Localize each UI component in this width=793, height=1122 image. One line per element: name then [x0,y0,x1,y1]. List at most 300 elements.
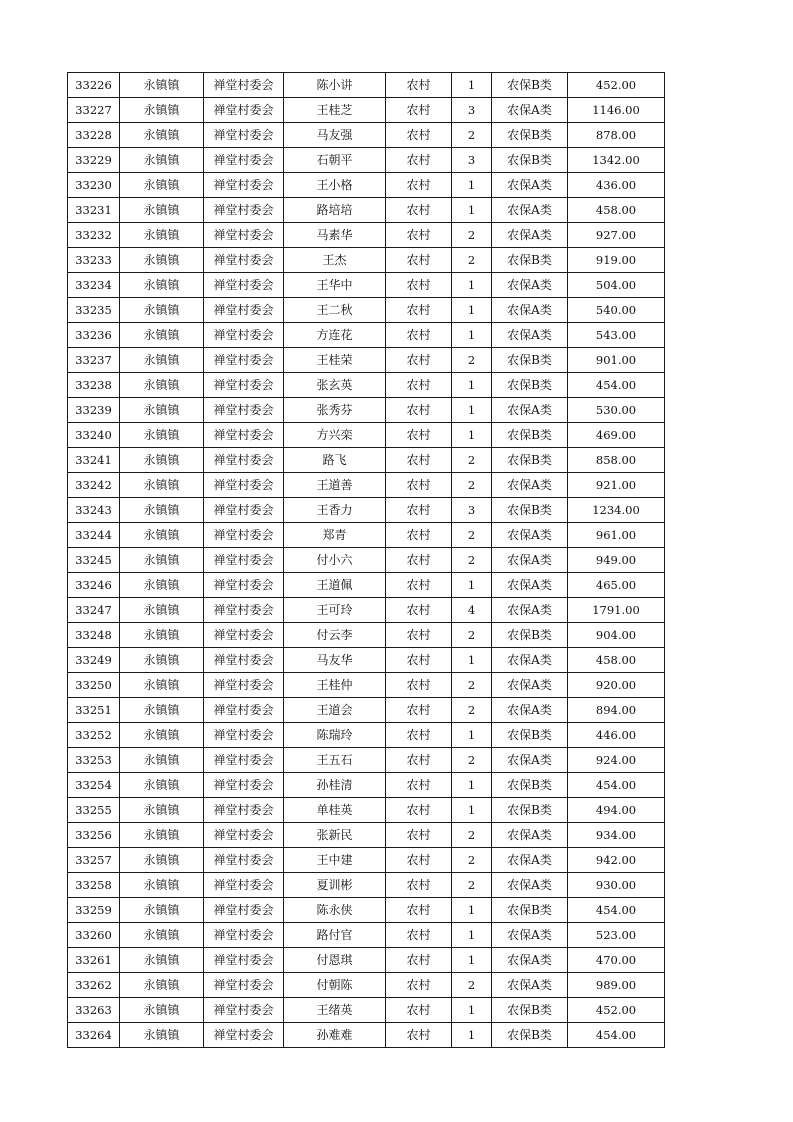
insurance-category-cell: 农保A类 [492,923,568,948]
town-cell: 永镇镇 [120,373,204,398]
table-row [68,898,665,923]
area-type-cell: 农村 [386,248,452,273]
name-cell: 王中建 [284,848,386,873]
name-cell: 路付官 [284,923,386,948]
record-id-cell: 33263 [68,998,120,1023]
household-count-cell: 1 [452,398,492,423]
table-row [68,773,665,798]
amount-cell: 454.00 [568,773,665,798]
village-committee-cell: 禅堂村委会 [204,473,284,498]
name-cell: 王桂荣 [284,348,386,373]
record-id-cell: 33241 [68,448,120,473]
name-cell: 王小格 [284,173,386,198]
area-type-cell: 农村 [386,98,452,123]
town-cell: 永镇镇 [120,973,204,998]
village-committee-cell: 禅堂村委会 [204,873,284,898]
town-cell: 永镇镇 [120,723,204,748]
table-row [68,173,665,198]
record-id-cell: 33242 [68,473,120,498]
record-id-cell: 33260 [68,923,120,948]
insurance-category-cell: 农保B类 [492,1023,568,1048]
village-committee-cell: 禅堂村委会 [204,773,284,798]
table-row [68,298,665,323]
insurance-category-cell: 农保B类 [492,498,568,523]
name-cell: 单桂英 [284,798,386,823]
village-committee-cell: 禅堂村委会 [204,723,284,748]
table-row [68,273,665,298]
household-count-cell: 3 [452,148,492,173]
village-committee-cell: 禅堂村委会 [204,523,284,548]
household-count-cell: 2 [452,973,492,998]
name-cell: 张秀芬 [284,398,386,423]
town-cell: 永镇镇 [120,598,204,623]
village-committee-cell: 禅堂村委会 [204,748,284,773]
amount-cell: 949.00 [568,548,665,573]
village-committee-cell: 禅堂村委会 [204,898,284,923]
name-cell: 王华中 [284,273,386,298]
record-id-cell: 33262 [68,973,120,998]
household-count-cell: 4 [452,598,492,623]
table-row [68,1023,665,1048]
town-cell: 永镇镇 [120,498,204,523]
town-cell: 永镇镇 [120,648,204,673]
area-type-cell: 农村 [386,298,452,323]
table-row [68,823,665,848]
area-type-cell: 农村 [386,873,452,898]
table-row [68,498,665,523]
area-type-cell: 农村 [386,398,452,423]
village-committee-cell: 禅堂村委会 [204,73,284,98]
amount-cell: 469.00 [568,423,665,448]
household-count-cell: 2 [452,223,492,248]
village-committee-cell: 禅堂村委会 [204,623,284,648]
village-committee-cell: 禅堂村委会 [204,448,284,473]
name-cell: 郑青 [284,523,386,548]
amount-cell: 454.00 [568,373,665,398]
household-count-cell: 1 [452,173,492,198]
amount-cell: 1234.00 [568,498,665,523]
town-cell: 永镇镇 [120,673,204,698]
amount-cell: 930.00 [568,873,665,898]
name-cell: 张新民 [284,823,386,848]
name-cell: 陈瑞玲 [284,723,386,748]
insurance-category-cell: 农保A类 [492,598,568,623]
household-count-cell: 1 [452,1023,492,1048]
household-count-cell: 2 [452,248,492,273]
insurance-category-cell: 农保A类 [492,823,568,848]
area-type-cell: 农村 [386,923,452,948]
amount-cell: 458.00 [568,198,665,223]
village-committee-cell: 禅堂村委会 [204,548,284,573]
household-count-cell: 2 [452,873,492,898]
amount-cell: 452.00 [568,73,665,98]
area-type-cell: 农村 [386,73,452,98]
record-id-cell: 33259 [68,898,120,923]
village-committee-cell: 禅堂村委会 [204,673,284,698]
area-type-cell: 农村 [386,473,452,498]
record-id-cell: 33229 [68,148,120,173]
record-id-cell: 33234 [68,273,120,298]
village-committee-cell: 禅堂村委会 [204,698,284,723]
town-cell: 永镇镇 [120,848,204,873]
area-type-cell: 农村 [386,223,452,248]
record-id-cell: 33252 [68,723,120,748]
household-count-cell: 1 [452,423,492,448]
village-committee-cell: 禅堂村委会 [204,648,284,673]
town-cell: 永镇镇 [120,248,204,273]
area-type-cell: 农村 [386,198,452,223]
table-row [68,848,665,873]
amount-cell: 446.00 [568,723,665,748]
household-count-cell: 1 [452,298,492,323]
town-cell: 永镇镇 [120,473,204,498]
insurance-category-cell: 农保B类 [492,623,568,648]
household-count-cell: 2 [452,823,492,848]
area-type-cell: 农村 [386,798,452,823]
insurance-category-cell: 农保A类 [492,573,568,598]
insurance-category-cell: 农保B类 [492,773,568,798]
name-cell: 方兴栾 [284,423,386,448]
name-cell: 王可玲 [284,598,386,623]
amount-cell: 904.00 [568,623,665,648]
household-count-cell: 1 [452,723,492,748]
record-id-cell: 33227 [68,98,120,123]
table-row [68,523,665,548]
table-row [68,548,665,573]
table-row [68,998,665,1023]
town-cell: 永镇镇 [120,123,204,148]
record-id-cell: 33232 [68,223,120,248]
village-committee-cell: 禅堂村委会 [204,573,284,598]
table-row [68,398,665,423]
table-row [68,623,665,648]
household-count-cell: 2 [452,698,492,723]
area-type-cell: 农村 [386,698,452,723]
table-row [68,98,665,123]
name-cell: 马素华 [284,223,386,248]
insurance-category-cell: 农保A类 [492,548,568,573]
table-row [68,73,665,98]
name-cell: 王香力 [284,498,386,523]
town-cell: 永镇镇 [120,523,204,548]
name-cell: 石朝平 [284,148,386,173]
record-id-cell: 33261 [68,948,120,973]
household-count-cell: 1 [452,648,492,673]
household-count-cell: 3 [452,98,492,123]
village-committee-cell: 禅堂村委会 [204,923,284,948]
town-cell: 永镇镇 [120,898,204,923]
table-row [68,698,665,723]
area-type-cell: 农村 [386,998,452,1023]
amount-cell: 530.00 [568,398,665,423]
table-row [68,873,665,898]
village-committee-cell: 禅堂村委会 [204,373,284,398]
household-count-cell: 1 [452,198,492,223]
amount-cell: 927.00 [568,223,665,248]
amount-cell: 454.00 [568,1023,665,1048]
amount-cell: 1146.00 [568,98,665,123]
amount-cell: 470.00 [568,948,665,973]
household-count-cell: 1 [452,73,492,98]
area-type-cell: 农村 [386,773,452,798]
insurance-category-cell: 农保A类 [492,173,568,198]
village-committee-cell: 禅堂村委会 [204,123,284,148]
area-type-cell: 农村 [386,973,452,998]
town-cell: 永镇镇 [120,198,204,223]
name-cell: 付朝陈 [284,973,386,998]
amount-cell: 494.00 [568,798,665,823]
record-id-cell: 33245 [68,548,120,573]
insurance-category-cell: 农保A类 [492,323,568,348]
name-cell: 付云李 [284,623,386,648]
area-type-cell: 农村 [386,823,452,848]
insurance-category-cell: 农保A类 [492,523,568,548]
amount-cell: 858.00 [568,448,665,473]
name-cell: 王道佩 [284,573,386,598]
area-type-cell: 农村 [386,273,452,298]
town-cell: 永镇镇 [120,948,204,973]
table-row [68,573,665,598]
table-row [68,598,665,623]
name-cell: 王五石 [284,748,386,773]
household-count-cell: 2 [452,673,492,698]
table-row [68,648,665,673]
insurance-category-cell: 农保B类 [492,423,568,448]
town-cell: 永镇镇 [120,773,204,798]
area-type-cell: 农村 [386,948,452,973]
name-cell: 王道善 [284,473,386,498]
record-id-cell: 33254 [68,773,120,798]
household-count-cell: 2 [452,623,492,648]
record-id-cell: 33253 [68,748,120,773]
table-body [68,73,665,1048]
table-row [68,923,665,948]
area-type-cell: 农村 [386,423,452,448]
table-row [68,973,665,998]
insurance-category-cell: 农保B类 [492,148,568,173]
town-cell: 永镇镇 [120,398,204,423]
record-id-cell: 33255 [68,798,120,823]
amount-cell: 878.00 [568,123,665,148]
table-row [68,673,665,698]
insurance-category-cell: 农保B类 [492,448,568,473]
table-row [68,348,665,373]
town-cell: 永镇镇 [120,873,204,898]
area-type-cell: 农村 [386,498,452,523]
insurance-category-cell: 农保B类 [492,798,568,823]
name-cell: 付恩琪 [284,948,386,973]
village-committee-cell: 禅堂村委会 [204,298,284,323]
area-type-cell: 农村 [386,148,452,173]
town-cell: 永镇镇 [120,98,204,123]
record-id-cell: 33264 [68,1023,120,1048]
amount-cell: 523.00 [568,923,665,948]
name-cell: 张玄英 [284,373,386,398]
town-cell: 永镇镇 [120,548,204,573]
table-row [68,223,665,248]
name-cell: 路培培 [284,198,386,223]
village-committee-cell: 禅堂村委会 [204,173,284,198]
household-count-cell: 1 [452,573,492,598]
town-cell: 永镇镇 [120,273,204,298]
name-cell: 陈永侠 [284,898,386,923]
town-cell: 永镇镇 [120,573,204,598]
household-count-cell: 2 [452,123,492,148]
record-id-cell: 33251 [68,698,120,723]
record-id-cell: 33247 [68,598,120,623]
household-count-cell: 2 [452,448,492,473]
household-count-cell: 2 [452,523,492,548]
amount-cell: 961.00 [568,523,665,548]
name-cell: 王杰 [284,248,386,273]
record-id-cell: 33236 [68,323,120,348]
record-id-cell: 33238 [68,373,120,398]
insurance-category-cell: 农保A类 [492,848,568,873]
area-type-cell: 农村 [386,898,452,923]
amount-cell: 458.00 [568,648,665,673]
insurance-category-cell: 农保A类 [492,648,568,673]
area-type-cell: 农村 [386,448,452,473]
household-count-cell: 3 [452,498,492,523]
record-id-cell: 33233 [68,248,120,273]
name-cell: 路飞 [284,448,386,473]
town-cell: 永镇镇 [120,1023,204,1048]
area-type-cell: 农村 [386,623,452,648]
record-id-cell: 33244 [68,523,120,548]
amount-cell: 540.00 [568,298,665,323]
amount-cell: 1342.00 [568,148,665,173]
record-id-cell: 33257 [68,848,120,873]
insurance-category-cell: 农保B类 [492,248,568,273]
record-id-cell: 33243 [68,498,120,523]
insurance-category-cell: 农保A类 [492,673,568,698]
amount-cell: 543.00 [568,323,665,348]
insurance-category-cell: 农保A类 [492,948,568,973]
name-cell: 孙难难 [284,1023,386,1048]
household-count-cell: 1 [452,998,492,1023]
town-cell: 永镇镇 [120,348,204,373]
insurance-category-cell: 农保A类 [492,748,568,773]
insurance-category-cell: 农保A类 [492,973,568,998]
amount-cell: 921.00 [568,473,665,498]
village-committee-cell: 禅堂村委会 [204,848,284,873]
village-committee-cell: 禅堂村委会 [204,1023,284,1048]
town-cell: 永镇镇 [120,698,204,723]
record-id-cell: 33237 [68,348,120,373]
name-cell: 王二秋 [284,298,386,323]
area-type-cell: 农村 [386,1023,452,1048]
village-committee-cell: 禅堂村委会 [204,248,284,273]
village-committee-cell: 禅堂村委会 [204,198,284,223]
village-committee-cell: 禅堂村委会 [204,498,284,523]
record-id-cell: 33246 [68,573,120,598]
area-type-cell: 农村 [386,848,452,873]
household-count-cell: 2 [452,348,492,373]
name-cell: 马友强 [284,123,386,148]
name-cell: 王桂芝 [284,98,386,123]
table-row [68,323,665,348]
household-count-cell: 1 [452,323,492,348]
area-type-cell: 农村 [386,373,452,398]
amount-cell: 436.00 [568,173,665,198]
village-committee-cell: 禅堂村委会 [204,998,284,1023]
village-committee-cell: 禅堂村委会 [204,598,284,623]
village-committee-cell: 禅堂村委会 [204,148,284,173]
insurance-category-cell: 农保B类 [492,898,568,923]
table-row [68,148,665,173]
town-cell: 永镇镇 [120,623,204,648]
household-count-cell: 1 [452,948,492,973]
town-cell: 永镇镇 [120,998,204,1023]
area-type-cell: 农村 [386,748,452,773]
insurance-category-cell: 农保B类 [492,373,568,398]
amount-cell: 934.00 [568,823,665,848]
amount-cell: 504.00 [568,273,665,298]
table-row [68,198,665,223]
household-count-cell: 2 [452,748,492,773]
insurance-category-cell: 农保A类 [492,98,568,123]
village-committee-cell: 禅堂村委会 [204,423,284,448]
record-id-cell: 33256 [68,823,120,848]
table-row [68,473,665,498]
amount-cell: 901.00 [568,348,665,373]
village-committee-cell: 禅堂村委会 [204,973,284,998]
area-type-cell: 农村 [386,123,452,148]
record-id-cell: 33235 [68,298,120,323]
town-cell: 永镇镇 [120,323,204,348]
table-row [68,798,665,823]
name-cell: 陈小讲 [284,73,386,98]
household-count-cell: 1 [452,773,492,798]
table-row [68,748,665,773]
table-row [68,723,665,748]
area-type-cell: 农村 [386,573,452,598]
amount-cell: 454.00 [568,898,665,923]
amount-cell: 465.00 [568,573,665,598]
amount-cell: 942.00 [568,848,665,873]
insurance-category-cell: 农保A类 [492,873,568,898]
town-cell: 永镇镇 [120,923,204,948]
household-count-cell: 1 [452,923,492,948]
name-cell: 付小六 [284,548,386,573]
name-cell: 马友华 [284,648,386,673]
record-id-cell: 33249 [68,648,120,673]
village-committee-cell: 禅堂村委会 [204,223,284,248]
record-id-cell: 33239 [68,398,120,423]
record-id-cell: 33226 [68,73,120,98]
table-row [68,423,665,448]
household-count-cell: 1 [452,898,492,923]
village-committee-cell: 禅堂村委会 [204,948,284,973]
amount-cell: 452.00 [568,998,665,1023]
name-cell: 王道会 [284,698,386,723]
household-count-cell: 2 [452,548,492,573]
amount-cell: 1791.00 [568,598,665,623]
insurance-category-cell: 农保B类 [492,73,568,98]
record-id-cell: 33250 [68,673,120,698]
town-cell: 永镇镇 [120,73,204,98]
amount-cell: 920.00 [568,673,665,698]
name-cell: 夏训彬 [284,873,386,898]
insurance-category-cell: 农保A类 [492,198,568,223]
town-cell: 永镇镇 [120,173,204,198]
record-id-cell: 33258 [68,873,120,898]
amount-cell: 894.00 [568,698,665,723]
insurance-category-cell: 农保B类 [492,123,568,148]
town-cell: 永镇镇 [120,148,204,173]
insurance-category-cell: 农保A类 [492,223,568,248]
area-type-cell: 农村 [386,523,452,548]
